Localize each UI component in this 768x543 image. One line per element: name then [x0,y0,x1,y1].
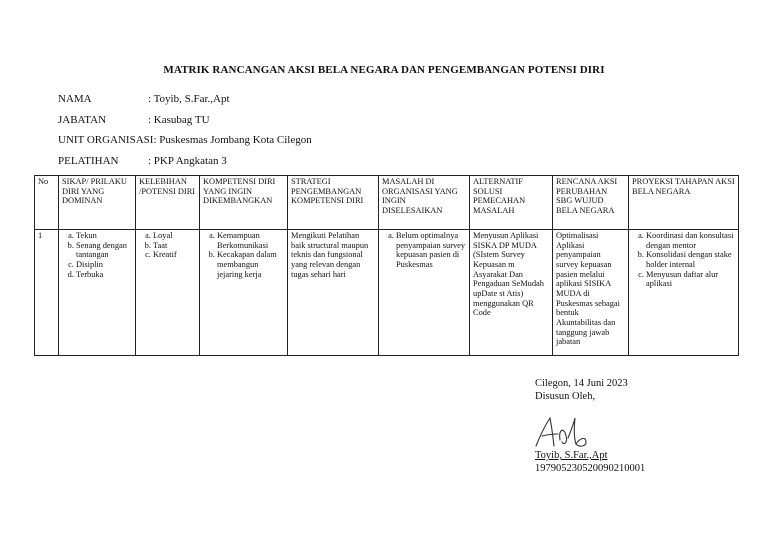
info-value: : Puskesmas Jombang Kota Cilegon [153,134,312,146]
masalah-list [382,231,466,270]
list-item: c. Kreatif [153,250,196,260]
kelebihan-list [139,231,196,260]
list-item: a. Loyal [153,231,196,241]
list-item: b. Senang dengan tantangan [76,241,132,260]
header-no: No [35,176,59,230]
header-solusi: ALTERNATIF SOLUSI PEMECAHAN MASALAH [470,176,553,230]
cell-proyeksi [629,230,739,356]
header-proyeksi: PROYEKSI TAHAPAN AKSI BELA NEGARA [629,176,739,230]
cell-masalah [379,230,470,356]
info-label: JABATAN [58,114,107,126]
header-sikap: SIKAP/ PRILAKU DIRI YANG DOMINAN [59,176,136,230]
list-item: b. Taat [153,241,196,251]
cell-no: 1 [35,230,59,356]
info-row-nama [58,93,230,105]
cell-rencana: Optimalisasi Aplikasi penyampaian survey kepuasan pasien melalui aplikasi SISIKA MUDA di Puskesmas sebagai bentuk Akuntabilitas dan tanggung jawab jabatan [553,230,629,356]
proyeksi-list [632,231,735,289]
list-item: d. Terbuka [76,270,132,280]
sikap-list [62,231,132,279]
cell-kompetensi [200,230,288,356]
table-header-row [35,176,739,230]
list-item: a. Kemampuan Berkomunikasi [217,231,284,250]
signer-nip: 197905230520090210001 [535,463,646,474]
info-value: : PKP Angkatan 3 [148,155,227,167]
header-kompetensi: KOMPETENSI DIRI YANG INGIN DIKEMBANGKAN [200,176,288,230]
header-masalah: MASALAH DI ORGANISASI YANG INGIN DISELESAIKAN [379,176,470,230]
info-label: NAMA [58,93,92,105]
list-item: b. Kecakapan dalam membangun jejaring kerja [217,250,284,279]
kompetensi-list [203,231,284,279]
cell-solusi: Menyusun Aplikasi SISKA DP MUDA (SIstem Survey Kepuasan m Asyarakat Dan Pengaduan SeMudah upDate st Atis) menggunakan QR Code [470,230,553,356]
list-item: b. Konsolidasi dengan stake holder internal [646,250,735,269]
header-rencana: RENCANA AKSI PERUBAHAN SBG WUJUD BELA NEGARA [553,176,629,230]
cell-kelebihan [136,230,200,356]
list-item: a. Belum optimalnya penyampaian survey kepuasan pasien di Puskesmas [396,231,466,270]
signer-name: Toyib, S.Far.,Apt [535,450,608,461]
list-item: a. Tekun [76,231,132,241]
info-row-pelatihan [58,155,227,167]
prepared-by: Disusun Oleh, [535,391,596,402]
document-title: MATRIK RANCANGAN AKSI BELA NEGARA DAN PENGEMBANGAN POTENSI DIRI [163,64,605,76]
info-row-unit [58,134,312,146]
cell-strategi: Mengikuti Pelatihan baik structural maupun teknis dan fungsional yang relevan dengan tugas sehari hari [288,230,379,356]
handwritten-signature [528,410,608,452]
info-label: PELATIHAN [58,155,119,167]
header-strategi: STRATEGI PENGEMBANGAN KOMPETENSI DIRI [288,176,379,230]
action-matrix-table [34,175,739,356]
cell-sikap [59,230,136,356]
list-item: a. Koordinasi dan konsultasi dengan mentor [646,231,735,250]
signer-block [535,449,645,475]
list-item: c. Menyusun daftar alur aplikasi [646,270,735,289]
list-item: c. Disiplin [76,260,132,270]
signature-block [535,377,628,403]
info-label: UNIT ORGANISASI [58,134,154,146]
header-kelebihan: KELEBIHAN /POTENSI DIRI [136,176,200,230]
info-row-jabatan [58,114,210,126]
info-value: : Toyib, S.Far.,Apt [148,93,230,105]
place-date: Cilegon, 14 Juni 2023 [535,378,628,389]
info-value: : Kasubag TU [148,114,210,126]
table-row [35,230,739,356]
